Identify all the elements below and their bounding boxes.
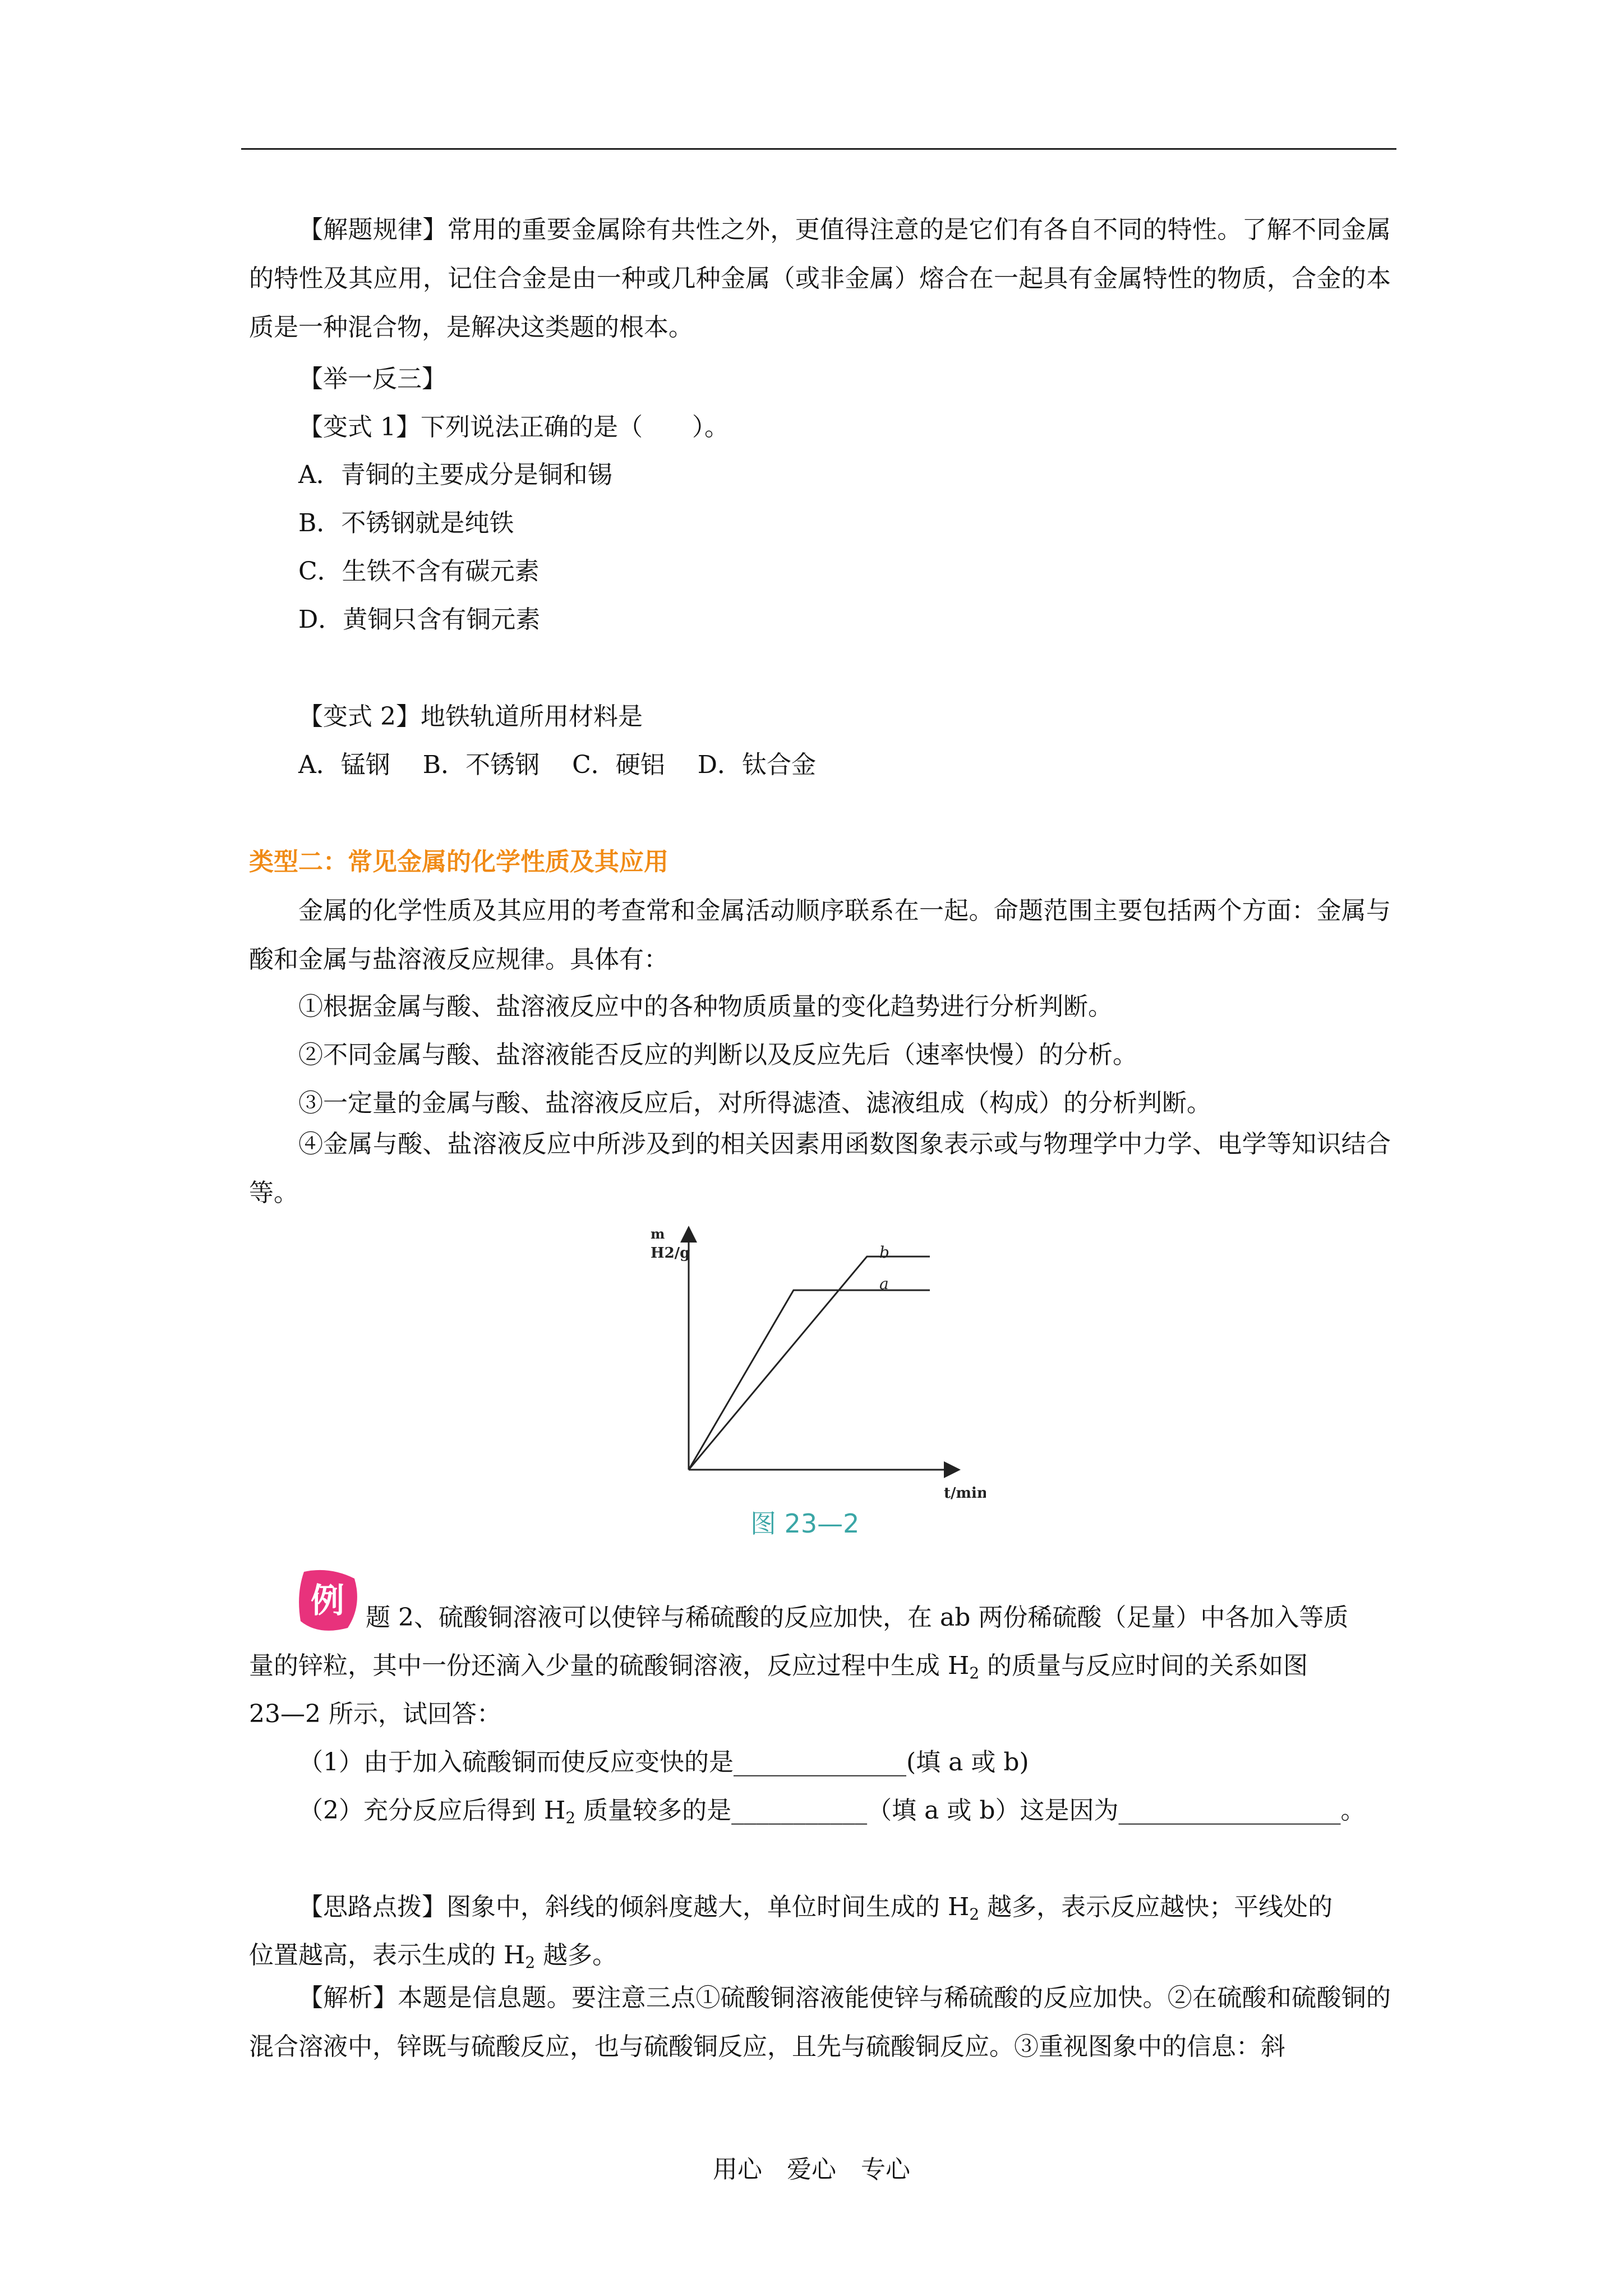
hint-line-2: 位置越高，表示生成的 $H_2$ 越多。: [249, 1941, 617, 1972]
analysis-paragraph: 【解析】本题是信息题。要注意三点①硫酸铜溶液能使锌与稀硫酸的反应加快。②在硫酸和硫酸铜的混合溶液中，锌既与硫酸反应，也与硫酸铜反应，且先与硫酸铜反应。③重视图象中的信息：斜: [249, 1984, 1391, 2061]
rule-text: 常用的重要金属除有共性之外，更值得注意的是它们有各自不同的特性。了解不同金属的特性及其应用，记住合金是由一种或几种金属（或非金属）熔合在一起具有金属特性的物质，合金的本质是一种混合物，是解决这类题的根本。: [249, 215, 1391, 342]
section-label: 【举一反三】: [298, 365, 446, 393]
variant2-stem: 【变式 2】地铁轨道所用材料是: [298, 702, 643, 731]
variant2-options: A．锰钢 B．不锈钢 C．硬铝 D．钛合金: [298, 751, 817, 779]
example-line-2: 量的锌粒，其中一份还滴入少量的硫酸铜溶液，反应过程中生成 $H_2$ 的质量与反应时间的关系如图: [249, 1651, 1308, 1682]
question-2: （2）充分反应后得到 $H_2$ 质量较多的是___________（填 a 或 b）这是因为__________________。: [298, 1796, 1366, 1827]
variant1-stem: 【变式 1】下列说法正确的是（ ）。: [298, 413, 729, 441]
series-a-label: a: [879, 1274, 889, 1293]
example-line-3: 23—2 所示，试回答：: [249, 1700, 501, 1728]
y-label: H2/g: [651, 1245, 690, 1262]
example-badge-text: 例: [311, 1581, 344, 1621]
figure-caption: 图 23—2: [750, 1508, 860, 1539]
figure-23-2: [616, 1223, 986, 1548]
hint-line-1: 【思路点拨】图象中，斜线的倾斜度越大，单位时间生成的 $H_2$ 越多，表示反应越快；平线处的: [298, 1893, 1333, 1924]
variant1-option-a: A．青铜的主要成分是铜和锡: [298, 461, 612, 489]
example-badge: [296, 1566, 362, 1636]
series-a-line: [689, 1290, 930, 1470]
variant1-option-c: C．生铁不含有碳元素: [298, 557, 540, 586]
x-label: t/min: [944, 1485, 986, 1502]
y-label-top: m: [651, 1226, 665, 1242]
figure-graph: [616, 1223, 986, 1548]
series-b-label: b: [879, 1243, 889, 1262]
type2-intro: 金属的化学性质及其应用的考查常和金属活动顺序联系在一起。命题范围主要包括两个方面：金属与酸和金属与盐溶液反应规律。具体有：: [249, 896, 1391, 974]
plot-lines: [689, 1257, 930, 1470]
question-1: （1）由于加入硫酸铜而使反应变快的是______________(填 a 或 b): [298, 1748, 1029, 1777]
example-line-1: 题 2、硫酸铜溶液可以使锌与稀硫酸的反应加快，在 ab 两份稀硫酸（足量）中各加入等质: [366, 1603, 1349, 1632]
variant1-option-b: B．不锈钢就是纯铁: [298, 509, 514, 537]
section-heading: 类型二：常见金属的化学性质及其应用: [249, 848, 668, 876]
type2-item-1: ①根据金属与酸、盐溶液反应中的各种物质质量的变化趋势进行分析判断。: [298, 992, 1113, 1021]
rule-tag: 【解题规律】: [298, 215, 448, 244]
header-rule: [241, 148, 1396, 150]
type2-item-3: ③一定量的金属与酸、盐溶液反应后，对所得滤渣、滤液组成（构成）的分析判断。: [298, 1089, 1211, 1117]
variant1-option-d: D．黄铜只含有铜元素: [298, 605, 541, 634]
type2-item-4: ④金属与酸、盐溶液反应中所涉及到的相关因素用函数图象表示或与物理学中力学、电学等知识结合等。: [249, 1130, 1391, 1207]
rule-paragraph: [249, 205, 1391, 352]
series-b-line: [689, 1257, 930, 1470]
type2-item-2: ②不同金属与酸、盐溶液能否反应的判断以及反应先后（速率快慢）的分析。: [298, 1041, 1137, 1069]
page-footer: 用心 爱心 专心: [713, 2155, 910, 2184]
